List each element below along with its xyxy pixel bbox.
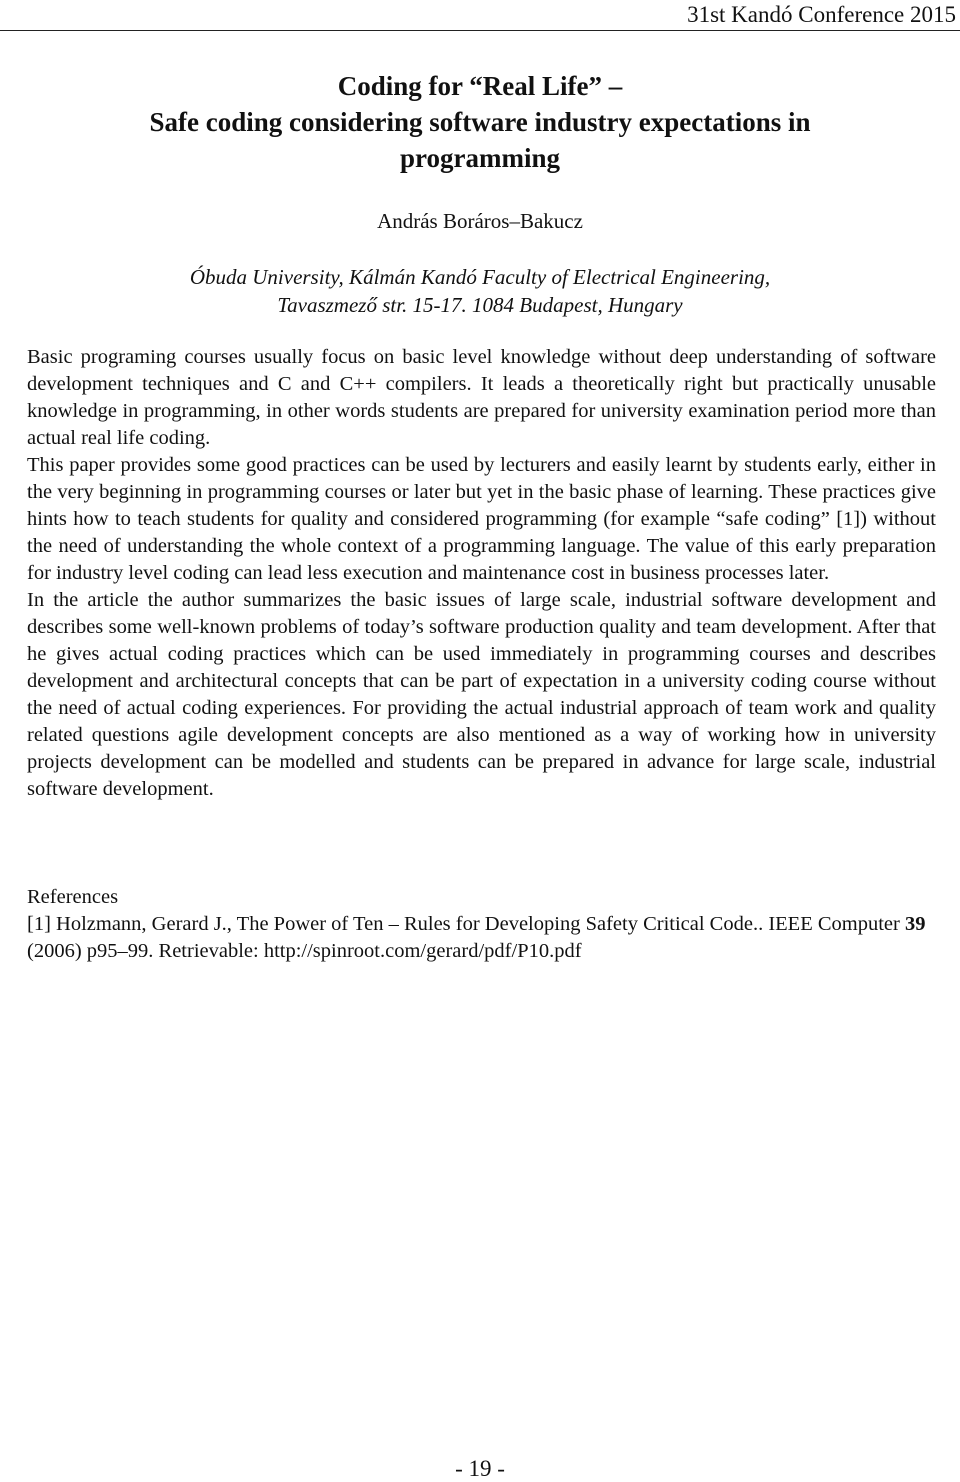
- references-heading: References: [27, 886, 119, 908]
- paper-title: [30, 68, 930, 176]
- abstract-paragraph-2: This paper provides some good practices can be used by lecturers and easily learnt by students early, either in the very beginning in programming courses or later but yet in the basic phase of learning. These practices give hints how to teach students for quality and considered programming (for example “safe coding” [1]) without the need of understanding the whole context of a programming language. The value of this early preparation for industry level coding can lead less execution and maintenance cost in business processes later.: [27, 454, 936, 584]
- abstract-paragraph-1: Basic programing courses usually focus on basic level knowledge without deep understanding of software development techniques and C and C++ compilers. It leads a theoretically right but practically unusable knowledge in programming, in other words students are prepared for university examination period more than actual real life coding.: [27, 346, 936, 449]
- reference-item: [27, 911, 936, 965]
- reference-text: [1] Holzmann, Gerard J., The Power of Ten – Rules for Developing Safety Critical Code.. IEEE Computer: [27, 913, 905, 935]
- page-number: - 19 -: [455, 1456, 505, 1481]
- abstract: [27, 344, 936, 803]
- references-section: [27, 884, 936, 965]
- conference-name: 31st Kandó Conference 2015: [687, 2, 956, 27]
- affiliation: [30, 263, 930, 319]
- title-line-3: programming: [400, 143, 560, 173]
- abstract-paragraph-3: In the article the author summarizes the basic issues of large scale, industrial software development and describes some well-known problems of today’s software production quality and team development. After that he gives actual coding practices which can be used immediately in programming courses and describes development and architectural concepts that can be part of expectation in a university coding course without the need of actual coding experiences. For providing the actual industrial approach of team work and quality related questions agile development concepts are also mentioned as a way of working how in university projects development can be modelled and students can be prepared in advance for large scale, industrial software development.: [27, 589, 936, 800]
- affiliation-line-1: Óbuda University, Kálmán Kandó Faculty of Electrical Engineering,: [189, 265, 771, 289]
- author-name: András Boráros–Bakucz: [377, 209, 583, 233]
- title-line-2: Safe coding considering software industry expectations in: [149, 107, 811, 137]
- reference-volume: 39: [904, 913, 926, 935]
- affiliation-line-2: Tavaszmező str. 15-17. 1084 Budapest, Hungary: [277, 293, 683, 317]
- reference-details: (2006) p95–99. Retrievable: http://spinroot.com/gerard/pdf/P10.pdf: [27, 940, 582, 962]
- running-header: [0, 0, 960, 31]
- title-line-1: Coding for “Real Life” –: [337, 71, 623, 101]
